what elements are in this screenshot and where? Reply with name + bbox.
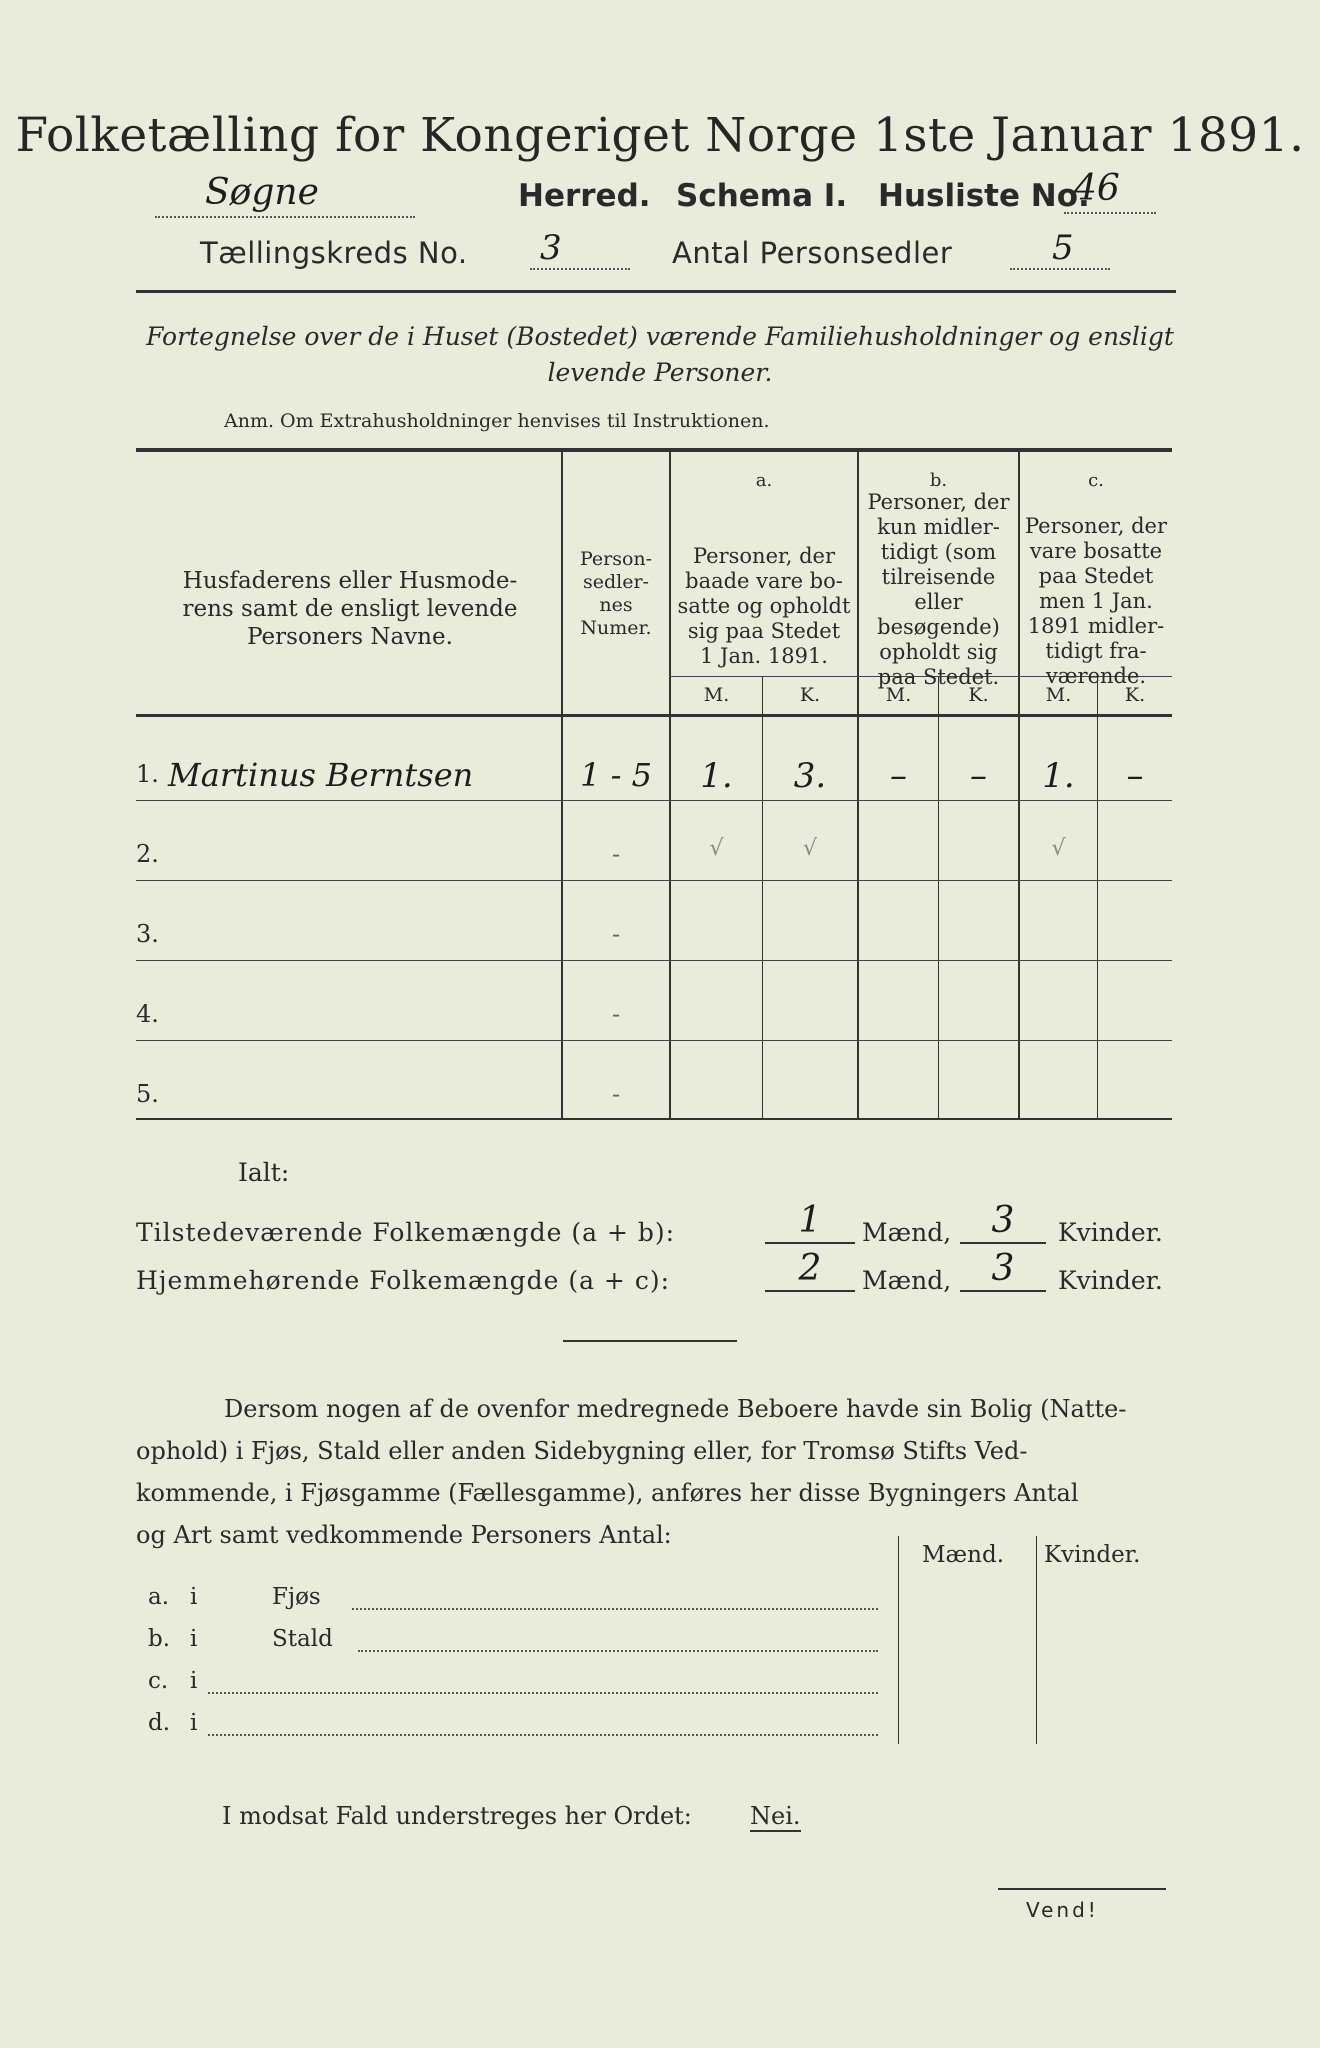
hjemme-maend: 2 bbox=[798, 1248, 822, 1289]
row-number: 2. bbox=[136, 840, 159, 868]
buildings-paragraph-line: og Art samt vedkommende Personers Antal: bbox=[136, 1521, 672, 1549]
form-title: Folketælling for Kongeriget Norge 1ste Januar 1891. bbox=[15, 108, 1305, 163]
col-names-header bbox=[150, 567, 550, 651]
row-a-m: 1. bbox=[700, 756, 733, 796]
col-c-header bbox=[1020, 514, 1172, 689]
buildings-paragraph bbox=[136, 1388, 1176, 1556]
buildings-row-dots bbox=[208, 1734, 878, 1736]
row-name: Martinus Berntsen bbox=[168, 756, 474, 794]
col-b-header-line: opholdt sig bbox=[879, 640, 998, 664]
buildings-row-prep: i bbox=[190, 1668, 198, 1694]
buildings-row-prep: i bbox=[190, 1710, 198, 1736]
row-c-k: – bbox=[1126, 756, 1144, 796]
kreds-value: 3 bbox=[540, 228, 562, 268]
herred-field bbox=[155, 170, 415, 218]
modsat-text: I modsat Fald understreges her Ordet: bbox=[222, 1802, 692, 1830]
hjemme-kvinder-field bbox=[960, 1248, 1046, 1292]
row-c-m: 1. bbox=[1042, 756, 1075, 796]
b-k-label: K. bbox=[968, 684, 989, 706]
header-rule bbox=[136, 290, 1176, 293]
buildings-divider-2 bbox=[1036, 1536, 1037, 1744]
col-num-header-line: Person- bbox=[579, 548, 653, 570]
col-c-header-line: tidigt fra- bbox=[1045, 639, 1147, 663]
buildings-row-prep: i bbox=[190, 1584, 198, 1610]
buildings-row-letter: c. bbox=[148, 1668, 169, 1694]
buildings-row-letter: d. bbox=[148, 1710, 171, 1736]
row-num: - bbox=[611, 1000, 621, 1028]
intro-line1: Fortegnelse over de i Huset (Bostedet) værende Familiehusholdninger og ensligt bbox=[146, 322, 1174, 351]
herred-label: Herred. bbox=[518, 178, 651, 214]
nei-word: Nei. bbox=[750, 1802, 801, 1830]
table-row bbox=[136, 916, 1172, 960]
buildings-row-dots bbox=[208, 1692, 878, 1694]
row-number: 1. bbox=[136, 760, 159, 788]
tilstede-maend: 1 bbox=[798, 1200, 822, 1241]
row-num: - bbox=[611, 1080, 621, 1108]
hjemme-label: Hjemmehørende Folkemængde (a + c): bbox=[136, 1266, 670, 1295]
col-c-header-line: Personer, der bbox=[1024, 514, 1168, 538]
col-a-header-line: sig paa Stedet bbox=[687, 619, 841, 643]
col-b-header-line: tilreisende bbox=[881, 565, 996, 589]
buildings-row-prep: i bbox=[190, 1626, 198, 1652]
buildings-row-letter: b. bbox=[148, 1626, 171, 1652]
buildings-row-label: Stald bbox=[272, 1626, 333, 1652]
col-a-header-line: Personer, der bbox=[692, 544, 836, 568]
col-b-header-line: eller bbox=[914, 590, 963, 614]
buildings-row-label: Fjøs bbox=[272, 1584, 321, 1610]
a-k-label: K. bbox=[799, 684, 821, 706]
table-row bbox=[136, 996, 1172, 1040]
tilstede-kvinder-field bbox=[960, 1200, 1046, 1244]
col-c-letter: c. bbox=[1088, 470, 1104, 491]
table-row bbox=[136, 1076, 1172, 1116]
row-number: 4. bbox=[136, 1000, 159, 1028]
col-a-header-line: baade vare bo- bbox=[685, 569, 843, 593]
col-a-header-line: satte og opholdt bbox=[677, 594, 851, 618]
row-rule bbox=[136, 800, 1172, 801]
table-row bbox=[136, 836, 1172, 880]
herred-value: Søgne bbox=[205, 172, 319, 213]
buildings-row-letter: a. bbox=[148, 1584, 170, 1610]
col-b-header-line: kun midler- bbox=[877, 515, 1000, 539]
buildings-row bbox=[148, 1584, 888, 1620]
col-divider-a-mk bbox=[762, 676, 763, 1118]
buildings-row-dots bbox=[358, 1650, 878, 1652]
b-m-label: M. bbox=[885, 684, 912, 706]
buildings-row bbox=[148, 1668, 888, 1704]
row-a-m: √ bbox=[709, 836, 724, 861]
row-rule bbox=[136, 880, 1172, 881]
col-b-header-line: besøgende) bbox=[877, 615, 1000, 639]
buildings-row bbox=[148, 1710, 888, 1746]
tilstede-kvinder-word: Kvinder. bbox=[1058, 1218, 1163, 1247]
intro-line2: levende Personer. bbox=[547, 358, 773, 387]
hjemme-kvinder-word: Kvinder. bbox=[1058, 1266, 1163, 1295]
hjemme-kvinder: 3 bbox=[991, 1248, 1015, 1289]
table-bottom-rule bbox=[136, 1118, 1172, 1120]
col-b-header-line: tidigt (som bbox=[880, 540, 997, 564]
buildings-paragraph-line: Dersom nogen af de ovenfor medregnede Beboere havde sin Bolig (Natte- bbox=[224, 1395, 1127, 1423]
table-row bbox=[136, 756, 1172, 800]
row-num: 1 - 5 bbox=[580, 756, 652, 794]
col-divider-b-mk bbox=[938, 676, 939, 1118]
col-b-header-line: paa Stedet. bbox=[877, 665, 1000, 689]
row-number: 5. bbox=[136, 1080, 159, 1108]
antal-field bbox=[1010, 228, 1110, 270]
husliste-label: Husliste No. bbox=[878, 178, 1090, 214]
row-rule bbox=[136, 1040, 1172, 1041]
buildings-paragraph-line: ophold) i Fjøs, Stald eller anden Sidebygning eller, for Tromsø Stifts Ved- bbox=[136, 1437, 1028, 1465]
col-num-header-line: Numer. bbox=[580, 617, 652, 639]
col-num-header-line: nes bbox=[599, 594, 633, 616]
col-a-letter: a. bbox=[755, 470, 773, 491]
schema-label: Schema I. bbox=[676, 178, 848, 214]
husliste-value: 46 bbox=[1074, 168, 1120, 209]
table-header-rule bbox=[136, 714, 1172, 717]
col-a-header-line: 1 Jan. 1891. bbox=[700, 644, 828, 668]
ialt-label: Ialt: bbox=[238, 1158, 290, 1187]
col-c-header-line: men 1 Jan. bbox=[1039, 589, 1153, 613]
col-c-header-line: paa Stedet bbox=[1038, 564, 1154, 588]
buildings-row bbox=[148, 1626, 888, 1662]
col-b-header bbox=[859, 490, 1018, 690]
row-b-k: – bbox=[970, 756, 987, 796]
col-num-header-line: sedler- bbox=[583, 571, 649, 593]
kreds-label: Tællingskreds No. bbox=[200, 236, 468, 270]
col-divider-c-mk bbox=[1097, 676, 1098, 1118]
col-names-header-line: rens samt de ensligt levende bbox=[182, 596, 518, 622]
husliste-field bbox=[1064, 168, 1156, 214]
col-b-letter: b. bbox=[929, 470, 948, 491]
totals-divider bbox=[563, 1340, 737, 1342]
antal-value: 5 bbox=[1052, 228, 1074, 268]
col-c-header-line: værende. bbox=[1045, 664, 1147, 688]
col-c-header-line: vare bosatte bbox=[1029, 539, 1163, 563]
row-number: 3. bbox=[136, 920, 159, 948]
row-a-k: √ bbox=[802, 836, 818, 861]
vend-text: Vend! bbox=[1026, 1898, 1099, 1922]
col-a-header bbox=[671, 544, 857, 669]
tilstede-maend-field bbox=[765, 1200, 855, 1244]
tilstede-kvinder: 3 bbox=[991, 1200, 1015, 1241]
buildings-maend-header: Mænd. bbox=[922, 1542, 1005, 1568]
col-names-header-line: Husfaderens eller Husmode- bbox=[182, 568, 518, 594]
c-k-label: K. bbox=[1124, 684, 1146, 706]
hjemme-maend-field bbox=[765, 1248, 855, 1292]
col-c-header-line: 1891 midler- bbox=[1027, 614, 1165, 638]
row-rule bbox=[136, 960, 1172, 961]
buildings-divider-1 bbox=[898, 1536, 899, 1744]
antal-label: Antal Personsedler bbox=[672, 236, 953, 270]
col-names-header-line: Personers Navne. bbox=[247, 624, 453, 650]
tilstede-label: Tilstedeværende Folkemængde (a + b): bbox=[136, 1218, 676, 1247]
tilstede-maend-word: Mænd, bbox=[862, 1218, 952, 1247]
anm-note: Anm. Om Extrahusholdninger henvises til Instruktionen. bbox=[224, 410, 770, 432]
table-top-rule bbox=[136, 448, 1172, 452]
buildings-row-dots bbox=[352, 1608, 878, 1610]
hjemme-maend-word: Mænd, bbox=[862, 1266, 952, 1295]
buildings-paragraph-line: kommende, i Fjøsgamme (Fællesgamme), anføres her disse Bygningers Antal bbox=[136, 1479, 1079, 1507]
buildings-kvinder-header: Kvinder. bbox=[1044, 1542, 1141, 1568]
row-a-k: 3. bbox=[793, 756, 827, 796]
col-b-header-line: Personer, der bbox=[867, 490, 1010, 514]
row-c-m: √ bbox=[1051, 836, 1066, 861]
row-num: - bbox=[611, 920, 621, 948]
kreds-field bbox=[530, 228, 630, 270]
row-num: - bbox=[611, 840, 621, 868]
c-m-label: M. bbox=[1045, 684, 1072, 706]
a-m-label: M. bbox=[703, 684, 730, 706]
row-b-m: – bbox=[890, 756, 907, 796]
vend-rule bbox=[998, 1888, 1166, 1890]
col-num-header bbox=[563, 548, 669, 640]
